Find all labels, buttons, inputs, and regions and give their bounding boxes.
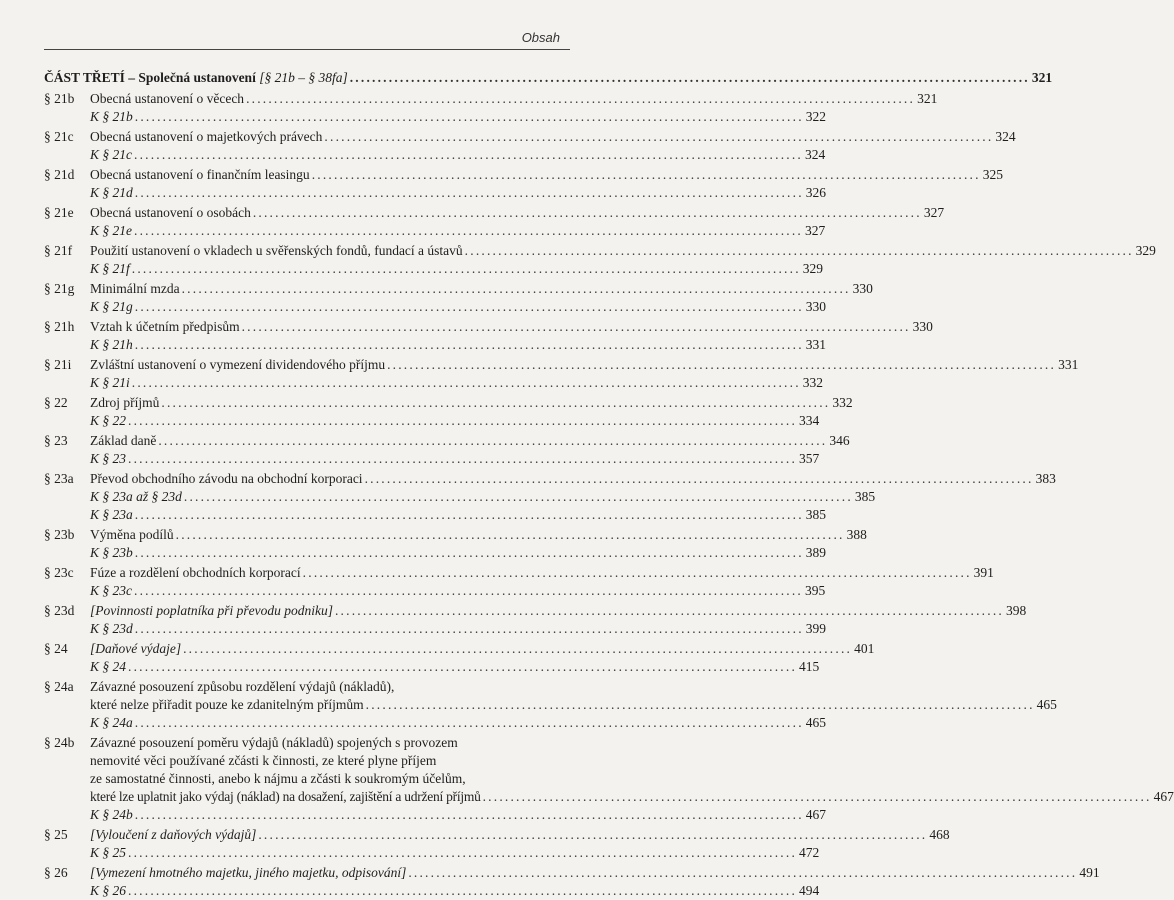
leader-dots: ........................................................................................................................ bbox=[464, 243, 1134, 258]
page-number: 325 bbox=[982, 167, 1003, 182]
leader-dots: ........................................................................................................................ bbox=[408, 865, 1078, 880]
page-number: 491 bbox=[1079, 865, 1100, 880]
toc-commentary-entry[interactable] bbox=[44, 620, 827, 638]
toc-entry[interactable] bbox=[44, 602, 1027, 620]
toc-entry-continuation[interactable] bbox=[44, 788, 1174, 806]
toc-entry[interactable] bbox=[44, 470, 1056, 488]
toc-entry-continuation[interactable] bbox=[44, 696, 1057, 714]
toc-commentary-entry[interactable] bbox=[44, 506, 827, 524]
page-number: 388 bbox=[846, 527, 867, 542]
toc-commentary-entry[interactable] bbox=[44, 658, 820, 676]
page-number: 329 bbox=[802, 261, 824, 276]
section-number: § 21i bbox=[44, 357, 72, 372]
section-number: § 23c bbox=[44, 565, 74, 580]
commentary-label: K § 21h bbox=[90, 337, 133, 352]
entry-title-line: které nelze přiřadit pouze ke zdanitelným příjmům bbox=[90, 697, 364, 712]
leader-dots: ........................................................................................................................ bbox=[128, 883, 798, 898]
page-number: 346 bbox=[829, 433, 850, 448]
commentary-label: K § 26 bbox=[90, 883, 127, 898]
entry-title: Zdroj příjmů bbox=[90, 395, 160, 410]
section-number: § 25 bbox=[44, 827, 68, 842]
section-number: § 21b bbox=[44, 91, 75, 106]
page-number: 321 bbox=[917, 91, 938, 106]
leader-dots: ........................................................................................................................ bbox=[181, 281, 851, 296]
section-number: § 21d bbox=[44, 167, 75, 182]
leader-dots: ........................................................................................................................ bbox=[134, 583, 803, 598]
toc-part-heading[interactable] bbox=[44, 68, 1053, 88]
leader-dots: ........................................................................................................................ bbox=[302, 565, 972, 580]
entry-title: Výměna podílů bbox=[90, 527, 174, 542]
section-number: § 23d bbox=[44, 603, 75, 618]
page-number: 324 bbox=[995, 129, 1016, 144]
commentary-label: K § 21e bbox=[90, 223, 132, 238]
leader-dots: ........................................................................................................................ bbox=[252, 205, 922, 220]
leader-dots: ........................................................................................................................ bbox=[387, 357, 1057, 372]
leader-dots: ........................................................................................................................ bbox=[183, 641, 853, 656]
commentary-label: K § 23a až § 23d bbox=[90, 489, 182, 504]
entry-title: Obecná ustanovení o věcech bbox=[90, 91, 245, 106]
section-number: § 21c bbox=[44, 129, 74, 144]
page-number: 399 bbox=[805, 621, 827, 636]
toc-commentary-entry[interactable] bbox=[44, 146, 826, 164]
part-range: [§ 21b – § 38fa] bbox=[259, 70, 348, 85]
leader-dots: ........................................................................................................................ bbox=[134, 147, 803, 162]
commentary-label: K § 24 bbox=[90, 659, 127, 674]
commentary-label: K § 21b bbox=[90, 109, 133, 124]
leader-dots: ........................................................................................................................ bbox=[134, 223, 803, 238]
toc-entry-continuation[interactable] bbox=[44, 752, 560, 770]
page-number: 467 bbox=[805, 807, 827, 822]
page-number: 321 bbox=[1031, 70, 1053, 85]
leader-dots: ........................................................................................................................ bbox=[134, 185, 804, 200]
toc-entry[interactable] bbox=[44, 394, 853, 412]
toc-commentary-entry[interactable] bbox=[44, 714, 827, 732]
toc-entry[interactable] bbox=[44, 128, 1016, 146]
toc-entry[interactable] bbox=[44, 242, 1156, 260]
page-number: 385 bbox=[805, 507, 827, 522]
leader-dots: ........................................................................................................................ bbox=[246, 91, 916, 106]
section-number: § 23 bbox=[44, 433, 68, 448]
leader-dots: ........................................................................................................................ bbox=[134, 621, 804, 636]
section-number: § 21e bbox=[44, 205, 74, 220]
toc-commentary-entry[interactable] bbox=[44, 488, 876, 506]
entry-title: [Vyloučení z daňových výdajů] bbox=[90, 827, 257, 842]
toc-entry[interactable] bbox=[44, 864, 1100, 882]
leader-dots: ........................................................................................................................ bbox=[258, 827, 928, 842]
page-number: 385 bbox=[854, 489, 876, 504]
commentary-label: K § 21g bbox=[90, 299, 133, 314]
entry-title-line: které lze uplatnit jako výdaj (náklad) na dosažení, zajištění a udržení příjmů bbox=[90, 789, 481, 804]
page-number: 330 bbox=[852, 281, 873, 296]
page-number: 332 bbox=[802, 375, 824, 390]
toc-commentary-entry[interactable] bbox=[44, 544, 827, 562]
toc-commentary-entry[interactable] bbox=[44, 222, 826, 240]
entry-title: Obecná ustanovení o majetkových právech bbox=[90, 129, 323, 144]
entry-title: Minimální mzda bbox=[90, 281, 180, 296]
page-number: 326 bbox=[805, 185, 827, 200]
leader-dots: ........................................................................................................................ bbox=[128, 451, 798, 466]
page-number: 468 bbox=[929, 827, 950, 842]
leader-dots: ........................................................................................................................ bbox=[128, 413, 798, 428]
leader-dots: ........................................................................................................................ bbox=[158, 433, 828, 448]
toc-entry[interactable] bbox=[44, 356, 1079, 374]
toc-commentary-entry[interactable] bbox=[44, 450, 820, 468]
page-number: 391 bbox=[973, 565, 994, 580]
section-number: § 24b bbox=[44, 735, 75, 750]
page-number: 494 bbox=[799, 883, 820, 898]
leader-dots: ........................................................................................................................ bbox=[134, 507, 804, 522]
toc-entry[interactable] bbox=[44, 90, 938, 108]
toc-commentary-entry[interactable] bbox=[44, 108, 827, 126]
page-number: 465 bbox=[1036, 697, 1057, 712]
leader-dots: ........................................................................................................................ bbox=[241, 319, 911, 334]
section-number: § 23a bbox=[44, 471, 74, 486]
leader-dots: ........................................................................................................................ bbox=[365, 697, 1035, 712]
leader-dots: ........................................................................................................................ bbox=[311, 167, 981, 182]
leader-dots: ........................................................................................................................ bbox=[134, 109, 804, 124]
commentary-label: K § 23a bbox=[90, 507, 133, 522]
page-number: 327 bbox=[805, 223, 826, 238]
page-number: 334 bbox=[799, 413, 820, 428]
toc-entry[interactable] bbox=[44, 432, 850, 450]
part-label: ČÁST TŘETÍ – Společná ustanovení bbox=[44, 70, 256, 85]
page-number: 383 bbox=[1035, 471, 1056, 486]
table-of-contents bbox=[44, 68, 1174, 900]
leader-dots: ........................................................................................................................ bbox=[324, 129, 994, 144]
leader-dots: ........................................................................................................................ bbox=[134, 337, 804, 352]
toc-commentary-entry[interactable] bbox=[44, 806, 827, 824]
commentary-label: K § 21d bbox=[90, 185, 133, 200]
entry-title-line: nemovité věci používané zčásti k činnosti, ze které plyne příjem bbox=[90, 753, 437, 768]
leader-dots: ........................................................................................................................ bbox=[131, 261, 801, 276]
toc-commentary-entry[interactable] bbox=[44, 260, 824, 278]
toc-commentary-entry[interactable] bbox=[44, 844, 820, 862]
leader-dots: ........................................................................................................................ bbox=[161, 395, 831, 410]
leader-dots: ........................................................................................................................ bbox=[364, 471, 1034, 486]
leader-dots: ........................................................................................................................ bbox=[128, 659, 798, 674]
entry-title-line: Závazné posouzení způsobu rozdělení výdajů (nákladů), bbox=[90, 679, 395, 694]
page-number: 398 bbox=[1005, 603, 1027, 618]
toc-entry[interactable] bbox=[44, 826, 950, 844]
toc-commentary-entry[interactable] bbox=[44, 298, 827, 316]
page-number: 329 bbox=[1135, 243, 1156, 258]
leader-dots: .......................................................................................................................... bbox=[349, 70, 1030, 85]
section-number: § 24 bbox=[44, 641, 68, 656]
section-number: § 21g bbox=[44, 281, 75, 296]
commentary-label: K § 23d bbox=[90, 621, 133, 636]
leader-dots: ........................................................................................................................ bbox=[134, 807, 804, 822]
page-number: 401 bbox=[854, 641, 875, 656]
commentary-label: K § 21i bbox=[90, 375, 130, 390]
page-number: 324 bbox=[805, 147, 826, 162]
running-head: Obsah bbox=[521, 30, 560, 45]
page-number: 322 bbox=[805, 109, 827, 124]
section-number: § 24a bbox=[44, 679, 74, 694]
entry-title-line: ze samostatné činnosti, anebo k nájmu a zčásti k soukromým účelům, bbox=[90, 771, 466, 786]
toc-entry[interactable] bbox=[44, 280, 873, 298]
page-number: 327 bbox=[923, 205, 945, 220]
toc-entry-continuation[interactable] bbox=[44, 770, 560, 788]
entry-title: Základ daně bbox=[90, 433, 157, 448]
page-number: 465 bbox=[805, 715, 827, 730]
leader-dots: ........................................................................................................................ bbox=[131, 375, 801, 390]
section-number: § 26 bbox=[44, 865, 68, 880]
leader-dots: ........................................................................................................................ bbox=[134, 545, 804, 560]
header-rule bbox=[44, 49, 570, 50]
toc-commentary-entry[interactable] bbox=[44, 582, 826, 600]
section-number: § 23b bbox=[44, 527, 75, 542]
leader-dots: ........................................................................................................................ bbox=[334, 603, 1004, 618]
commentary-label: K § 21f bbox=[90, 261, 130, 276]
commentary-label: K § 23b bbox=[90, 545, 133, 560]
entry-title: Vztah k účetním předpisům bbox=[90, 319, 240, 334]
section-number: § 21f bbox=[44, 243, 73, 258]
section-number: § 22 bbox=[44, 395, 68, 410]
toc-commentary-entry[interactable] bbox=[44, 336, 827, 354]
entry-title: Obecná ustanovení o osobách bbox=[90, 205, 251, 220]
toc-commentary-entry[interactable] bbox=[44, 882, 820, 900]
entry-title: Obecná ustanovení o finančním leasingu bbox=[90, 167, 310, 182]
commentary-label: K § 23 bbox=[90, 451, 127, 466]
leader-dots: ........................................................................................................................ bbox=[134, 299, 804, 314]
section-number: § 21h bbox=[44, 319, 75, 334]
entry-title: [Povinnosti poplatníka při převodu podniku] bbox=[90, 603, 333, 618]
commentary-label: K § 24a bbox=[90, 715, 133, 730]
toc-entry[interactable] bbox=[44, 734, 560, 752]
leader-dots: ........................................................................................................................ bbox=[134, 715, 804, 730]
entry-title: [Daňové výdaje] bbox=[90, 641, 182, 656]
toc-commentary-entry[interactable] bbox=[44, 184, 827, 202]
leader-dots: ........................................................................................................................ bbox=[183, 489, 853, 504]
toc-entry[interactable] bbox=[44, 166, 1003, 184]
entry-title: Zvláštní ustanovení o vymezení dividendového příjmu bbox=[90, 357, 386, 372]
entry-title: [Vymezení hmotného majetku, jiného majetku, odpisování] bbox=[90, 865, 407, 880]
commentary-label: K § 25 bbox=[90, 845, 127, 860]
page-number: 389 bbox=[805, 545, 827, 560]
page-number: 357 bbox=[799, 451, 820, 466]
entry-title: Převod obchodního závodu na obchodní korporaci bbox=[90, 471, 363, 486]
commentary-label: K § 24b bbox=[90, 807, 133, 822]
entry-title: Použití ustanovení o vkladech u svěřenských fondů, fundací a ústavů bbox=[90, 243, 463, 258]
entry-title: Fúze a rozdělení obchodních korporací bbox=[90, 565, 301, 580]
leader-dots: ........................................................................................................................ bbox=[482, 789, 1152, 804]
toc-commentary-entry[interactable] bbox=[44, 374, 824, 392]
toc-entry[interactable] bbox=[44, 640, 875, 658]
page-number: 331 bbox=[1058, 357, 1079, 372]
leader-dots: ........................................................................................................................ bbox=[128, 845, 798, 860]
toc-entry[interactable] bbox=[44, 204, 945, 222]
leader-dots: ........................................................................................................................ bbox=[175, 527, 845, 542]
commentary-label: K § 21c bbox=[90, 147, 132, 162]
page-number: 472 bbox=[799, 845, 820, 860]
toc-entry[interactable] bbox=[44, 678, 560, 696]
page-number: 415 bbox=[799, 659, 820, 674]
page-number: 331 bbox=[805, 337, 827, 352]
entry-title-line: Závazné posouzení poměru výdajů (nákladů) spojených s provozem bbox=[90, 735, 458, 750]
toc-entry[interactable] bbox=[44, 318, 933, 336]
page-number: 330 bbox=[805, 299, 827, 314]
toc-entry[interactable] bbox=[44, 526, 867, 544]
page-number: 395 bbox=[805, 583, 826, 598]
commentary-label: K § 22 bbox=[90, 413, 127, 428]
page-number: 332 bbox=[832, 395, 853, 410]
toc-commentary-entry[interactable] bbox=[44, 412, 820, 430]
page-number: 467 bbox=[1153, 789, 1174, 804]
commentary-label: K § 23c bbox=[90, 583, 132, 598]
toc-entry[interactable] bbox=[44, 564, 994, 582]
page-number: 330 bbox=[912, 319, 933, 334]
